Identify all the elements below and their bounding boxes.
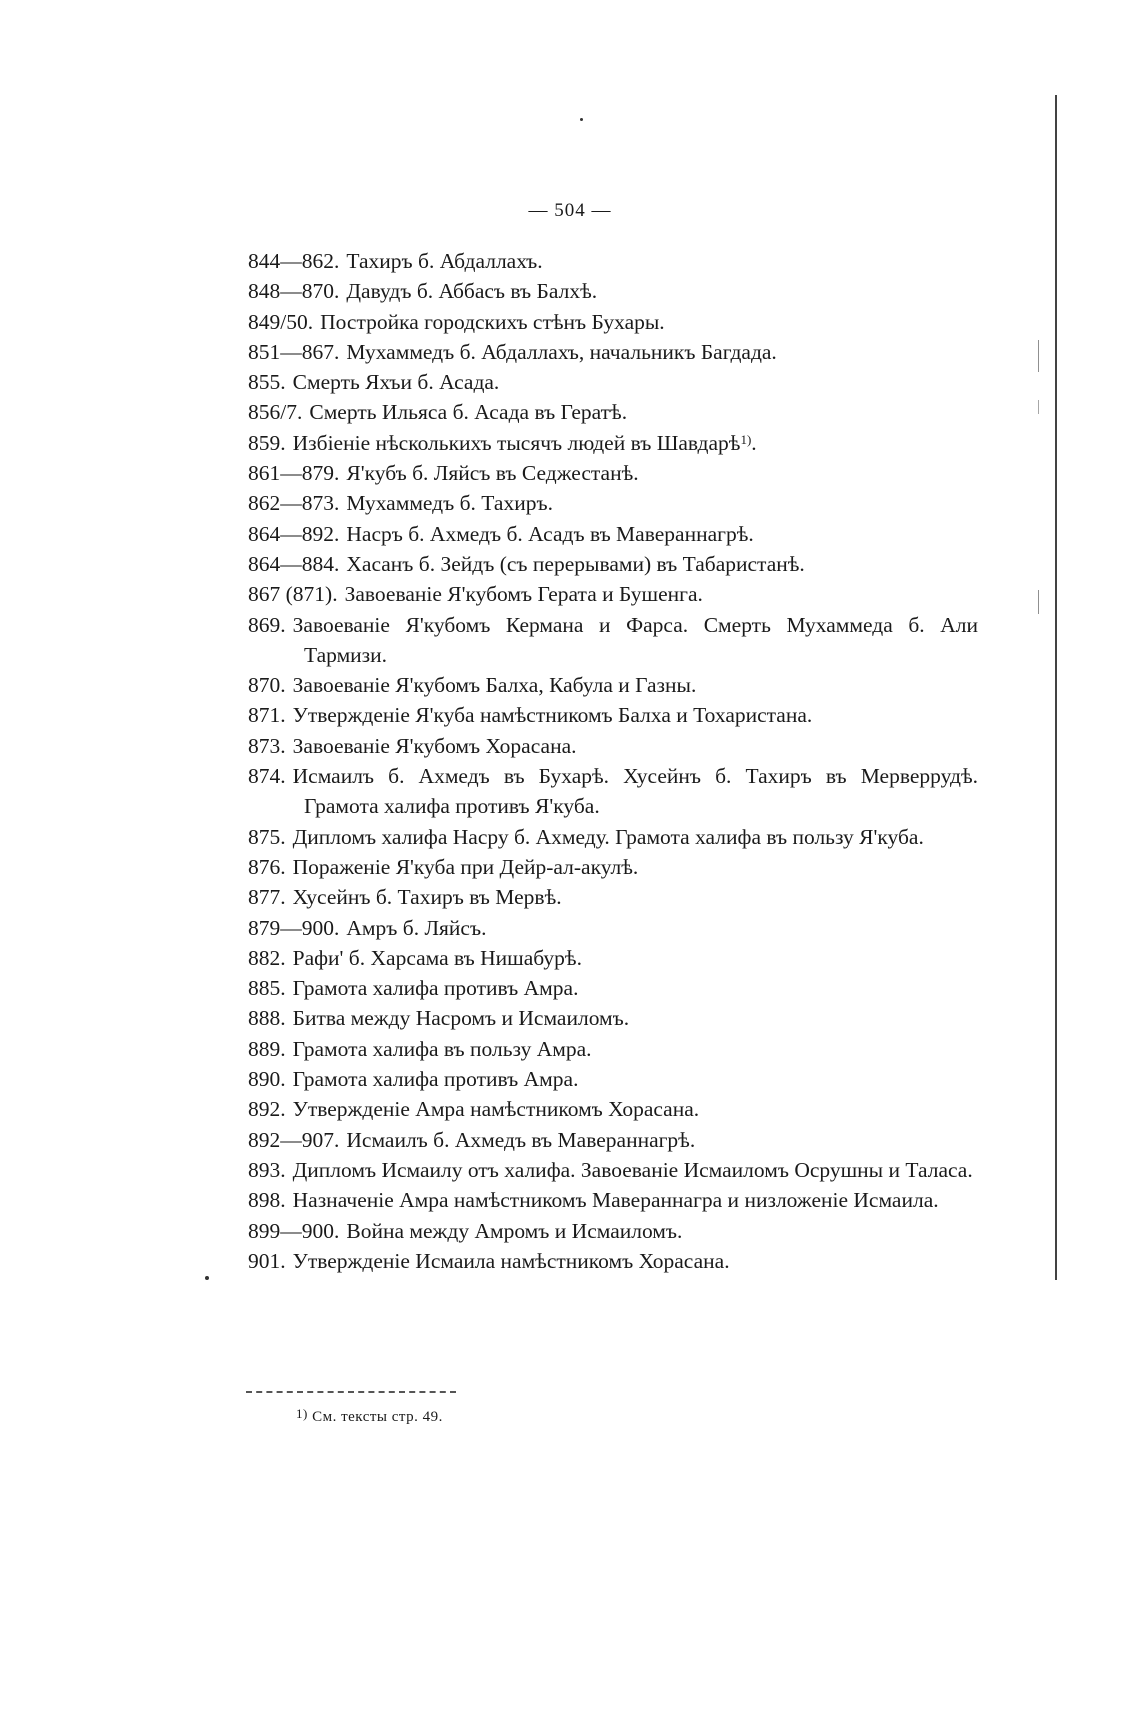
entry-year: 892. (248, 1097, 286, 1122)
entry-year: 879—900. (248, 915, 340, 940)
chronology-entry (248, 397, 978, 427)
chronology-entry (248, 670, 978, 700)
entry-text: Завоеваніе Я'кубомъ Герата и Бушенга. (344, 582, 703, 607)
entry-text: Грамота халифа противъ Амра. (292, 976, 579, 1001)
footnote-separator (246, 1391, 456, 1393)
entry-year: 901. (248, 1248, 286, 1273)
entry-text: Рафи' б. Харсама въ Нишабурѣ. (292, 945, 582, 970)
entry-year: 898. (248, 1188, 286, 1213)
entry-year: 859. (248, 430, 286, 455)
entry-year: 882. (248, 945, 286, 970)
scan-margin-mark (1038, 590, 1039, 614)
chronology-entry (248, 488, 978, 518)
entry-text: Завоеваніе Я'кубомъ Хорасана. (292, 733, 577, 758)
entry-year: 864—892. (248, 521, 340, 546)
entry-year: 870. (248, 673, 286, 698)
entry-text: Пораженіе Я'куба при Дейр-ал-акулѣ. (292, 854, 639, 879)
chronology-entry (248, 519, 978, 549)
entry-text: Исмаилъ б. Ахмедъ въ Бухарѣ. Хусейнъ б. Тахиръ въ Мерверрудѣ. Грамота халифа противъ Я'куба. (292, 764, 978, 819)
scan-dot (205, 1276, 209, 1280)
entry-year: 869. (248, 612, 286, 637)
chronology-entry (248, 1125, 978, 1155)
scan-margin-mark (1038, 340, 1039, 372)
chronology-entry (248, 307, 978, 337)
chronology-entry (248, 700, 978, 730)
chronology-entry (248, 882, 978, 912)
scan-margin-line (1055, 95, 1057, 1280)
chronology-entry (248, 428, 978, 458)
entry-text: Назначеніе Амра намѣстникомъ Мавераннагра и низложеніе Исмаила. (292, 1188, 939, 1213)
entry-text-tail: . (751, 430, 757, 455)
entry-year: 890. (248, 1067, 286, 1092)
chronology-entry (248, 458, 978, 488)
entry-year: 873. (248, 733, 286, 758)
entry-text: Грамота халифа въ пользу Амра. (292, 1036, 592, 1061)
entry-text: Утвержденіе Я'куба намѣстникомъ Балха и Тохаристана. (292, 703, 813, 728)
chronology-entry (248, 761, 978, 822)
entry-text: Я'кубъ б. Ляйсъ въ Седжестанѣ. (346, 461, 639, 486)
chronology-list (248, 246, 978, 1276)
entry-text: Смерть Ильяса б. Асада въ Гератѣ. (309, 400, 628, 425)
entry-year: 855. (248, 370, 286, 395)
chronology-entry (248, 822, 978, 852)
entry-text: Давудъ б. Аббасъ въ Балхѣ. (346, 279, 598, 304)
chronology-entry (248, 943, 978, 973)
chronology-entry (248, 1034, 978, 1064)
entry-text: Утвержденіе Исмаила намѣстникомъ Хорасана. (292, 1248, 730, 1273)
entry-year: 862—873. (248, 491, 340, 516)
chronology-entry (248, 731, 978, 761)
entry-text: Дипломъ Исмаилу отъ халифа. Завоеваніе Исмаиломъ Осрушны и Таласа. (292, 1157, 973, 1182)
chronology-entry (248, 1094, 978, 1124)
entry-text: Грамота халифа противъ Амра. (292, 1067, 579, 1092)
entry-year: 867 (871). (248, 582, 338, 607)
footnote-mark: 1) (296, 1406, 308, 1421)
entry-year: 851—867. (248, 339, 340, 364)
scan-dot (580, 118, 583, 121)
footnote-text: См. тексты стр. 49. (312, 1409, 443, 1425)
entry-text: Мухаммедъ б. Тахиръ. (346, 491, 553, 516)
entry-year: 888. (248, 1006, 286, 1031)
entry-year: 844—862. (248, 249, 340, 273)
entry-text: Исмаилъ б. Ахмедъ въ Мавераннагрѣ. (346, 1127, 696, 1152)
entry-text: Завоеваніе Я'кубомъ Балха, Кабула и Газны. (292, 673, 697, 698)
chronology-entry (248, 1003, 978, 1033)
entry-year: 848—870. (248, 279, 340, 304)
entry-text: Хусейнъ б. Тахиръ въ Мервѣ. (292, 885, 562, 910)
chronology-entry (248, 367, 978, 397)
chronology-entry (248, 852, 978, 882)
entry-text: Хасанъ б. Зейдъ (съ перерывами) въ Табаристанѣ. (346, 551, 805, 576)
entry-year: 856/7. (248, 400, 303, 425)
entry-text: Битва между Насромъ и Исмаиломъ. (292, 1006, 630, 1031)
footnote (296, 1406, 443, 1426)
chronology-entry (248, 337, 978, 367)
scan-margin-mark (1038, 400, 1039, 414)
entry-year: 875. (248, 824, 286, 849)
chronology-entry (248, 913, 978, 943)
entry-year: 885. (248, 976, 286, 1001)
page-number: — 504 — (528, 200, 612, 221)
chronology-entry (248, 276, 978, 306)
entry-text: Утвержденіе Амра намѣстникомъ Хорасана. (292, 1097, 700, 1122)
chronology-entry (248, 1185, 978, 1215)
entry-text: Мухаммедъ б. Абдаллахъ, начальникъ Багдада. (346, 339, 777, 364)
entry-text: Смерть Яхъи б. Асада. (292, 370, 500, 395)
entry-text: Война между Амромъ и Исмаиломъ. (346, 1218, 683, 1243)
entry-text: Амръ б. Ляйсъ. (346, 915, 487, 940)
chronology-entry (248, 1246, 978, 1276)
entry-text: Тахиръ б. Абдаллахъ. (346, 249, 543, 273)
entry-year: 899—900. (248, 1218, 340, 1243)
chronology-entry (248, 246, 978, 276)
entry-year: 889. (248, 1036, 286, 1061)
entry-year: 871. (248, 703, 286, 728)
chronology-entry (248, 1216, 978, 1246)
entry-text: Постройка городскихъ стѣнъ Бухары. (320, 309, 665, 334)
entry-year: 874. (248, 764, 286, 789)
chronology-entry (248, 973, 978, 1003)
entry-text: Избіеніе нѣсколькихъ тысячъ людей въ Шавдарѣ (292, 430, 741, 455)
entry-year: 849/50. (248, 309, 314, 334)
entry-year: 893. (248, 1157, 286, 1182)
footnote-reference: 1) (740, 431, 752, 447)
chronology-entry (248, 549, 978, 579)
entry-year: 877. (248, 885, 286, 910)
entry-year: 876. (248, 854, 286, 879)
entry-text: Дипломъ халифа Насру б. Ахмеду. Грамота халифа въ пользу Я'куба. (292, 824, 924, 849)
entry-text: Завоеваніе Я'кубомъ Кермана и Фарса. Смерть Мухаммеда б. Али Тармизи. (292, 612, 978, 667)
chronology-entry (248, 1155, 978, 1185)
entry-year: 864—884. (248, 551, 340, 576)
chronology-entry (248, 1064, 978, 1094)
entry-year: 892—907. (248, 1127, 340, 1152)
entry-text: Насръ б. Ахмедъ б. Асадъ въ Мавераннагрѣ. (346, 521, 754, 546)
chronology-entry (248, 610, 978, 671)
chronology-entry (248, 579, 978, 609)
entry-year: 861—879. (248, 461, 340, 486)
